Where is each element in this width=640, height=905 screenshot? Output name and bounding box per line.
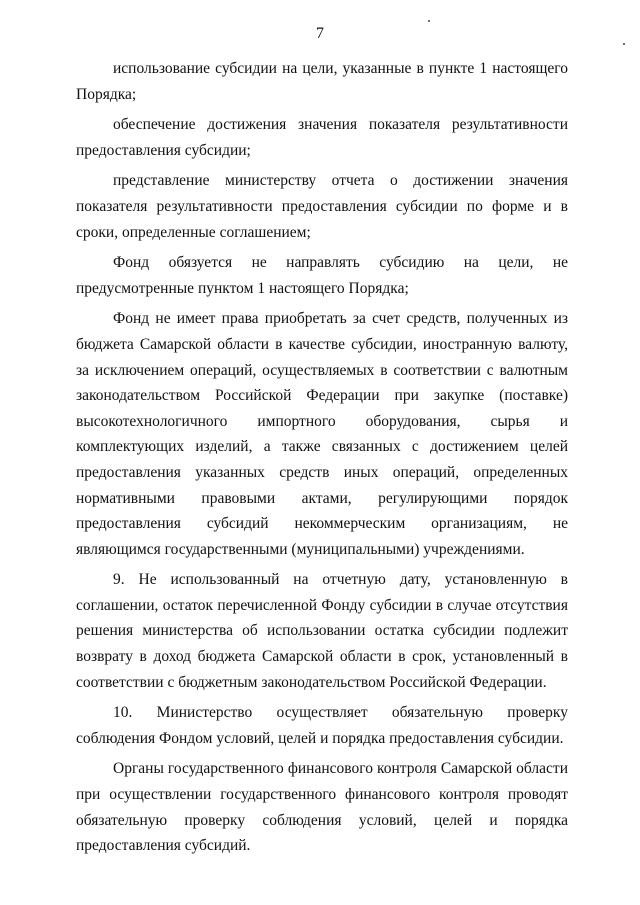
page-number: 7 [316, 25, 324, 42]
scan-speck [623, 43, 625, 45]
paragraph-ensure-indicator: обеспечение достижения значения показателя результативности предоставления субсидии; [76, 116, 568, 159]
paragraph-financial-control: Органы государственного финансового контроля Самарской области при осуществлении государственного финансового контроля проводят обязательную проверку соблюдения условий, целей и порядка предоставления субсидий. [76, 760, 568, 855]
paragraph-subsidy-usage: использование субсидии на цели, указанные в пункте 1 настоящего Порядка; [76, 60, 568, 103]
paragraph-currency-restriction: Фонд не имеет права приобретать за счет средств, полученных из бюджета Самарской области в качестве субсидии, иностранную валюту, за исключением операций, осуществляемых в соответствии с валютным законодательством Российской Федерации при закупке (поставке) высокотехнологичного импортного оборудования, сырья и комплектующих изделий, а также связанных с достижением целей предоставления указанных средств иных операций, определенных нормативными правовыми актами, регулирующими порядок предоставления субсидий некоммерческим организациям, не являющимся государственными (муниципальными) учреждениями. [76, 310, 568, 558]
paragraph-fund-obligation: Фонд обязуется не направлять субсидию на цели, не предусмотренные пунктом 1 настоящего Порядка; [76, 254, 568, 297]
paragraph-clause-9: 9. Не использованный на отчетную дату, установленную в соглашении, остаток перечисленной Фонду субсидии в случае отсутствия решения министерства об использовании остатка субсидии подлежит возврату в доход бюджета Самарской области в срок, установленный в соответствии с бюджетным законодательством Российской Федерации. [76, 571, 568, 691]
document-body [76, 56, 568, 864]
paragraph-report-submission: представление министерству отчета о достижении значения показателя результативности предоставления субсидии по форме и в сроки, определенные соглашением; [76, 172, 568, 241]
scan-speck [428, 20, 430, 22]
paragraph-clause-10: 10. Министерство осуществляет обязательную проверку соблюдения Фондом условий, целей и порядка предоставления субсидии. [76, 704, 568, 747]
